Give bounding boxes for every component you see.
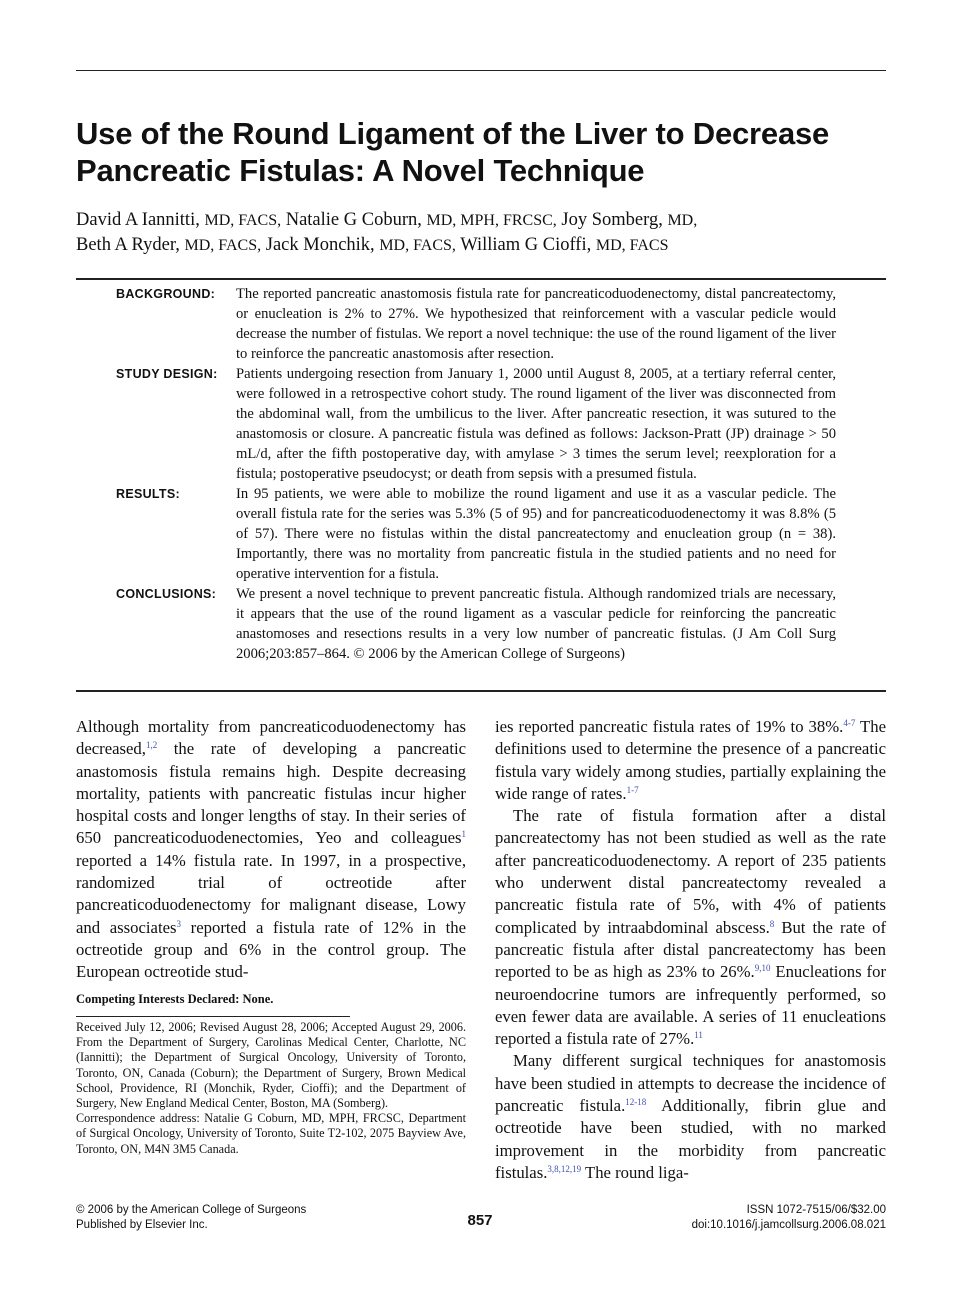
body-text: Although mortality from pancreaticoduodenectomy has decreased, (76, 717, 466, 759)
received-note: Received July 12, 2006; Revised August 28, 2006; Accepted August 29, 2006. From the Department of Surgery, Carolinas Medical Center, Charlotte, NC (Iannitti); the Department of Surgical Oncology, University of Toronto, Toronto, ON, Canada (Coburn); the Department of Surgery, Brown Medical School, Providence, RI (Monchik, Ryder, Cioffi); and the Department of Surgery, New England Medical Center, Boston, MA (Somberg). (76, 1020, 466, 1111)
body-text: ies reported pancreatic fistula rates of 19% to 38%. (495, 717, 844, 736)
footnote-rule (76, 1016, 350, 1017)
author-degrees: MD, (667, 212, 698, 229)
author-degrees: MD, FACS (595, 237, 669, 254)
abstract-section-conclusions (76, 584, 886, 664)
abstract-text: In 95 patients, we were able to mobilize the round ligament and use it as a vascular pedicle. The overall fistula rate for the series was 5.3% (5 of 95) and for pancreaticoduodenectomy it was 8.8% (5 of 57). There were no fistulas within the distal pancreatectomy and enucleation group (n = 38). Importantly, there was no mortality from pancreatic fistula in the studied patients and no need for operative intervention for a fistula. (236, 486, 836, 582)
page-number: 857 (467, 1212, 493, 1229)
abstract-label: STUDY DESIGN: (116, 367, 218, 381)
body-paragraph (495, 805, 886, 1050)
author-degrees: MD, MPH, FRCSC, (426, 212, 557, 229)
author-degrees: MD, FACS, (379, 237, 456, 254)
body-paragraph (495, 1050, 886, 1184)
abstract-section-results (76, 484, 886, 584)
citation-link[interactable]: 8 (769, 918, 775, 929)
body-text: reported a fistula rate of 12% in the octreotide group and 6% in the control group. The European octreotide stud- (76, 917, 466, 982)
citation-link[interactable]: 3 (176, 918, 181, 929)
abstract-text: The reported pancreatic anastomosis fistula rate for pancreaticoduodenectomy, distal pancreatectomy, or enucleation is 2% to 27%. We hypothesized that reinforcement with a vascular pedicle would decrease the number of fistulas. We report a novel technique: the use of the round ligament of the liver to reinforce the pancreatic anastomosis after resection. (236, 286, 836, 362)
author-name: William G Cioffi, (460, 235, 592, 255)
author-name: Natalie G Coburn, (285, 210, 422, 230)
abstract-label: RESULTS: (116, 487, 180, 501)
body-paragraph (76, 716, 466, 984)
body-column-left (76, 716, 466, 984)
competing-interests: Competing Interests Declared: None. (76, 992, 274, 1006)
author-degrees: MD, FACS, (184, 237, 262, 254)
body-text: the rate of developing a pancreatic anastomosis fistula remains high. Despite decreasing mortality, patients with pancreatic fistulas incur higher hospital costs and longer lengths of stay. In their series of 650 pancreaticoduodenectomies, Yeo and colleagues (76, 739, 466, 848)
body-text: Enucleations for neuroendocrine tumors are infrequently performed, so even fewer data are available. A series of 11 enucleations reported a fistula rate of 27%. (495, 962, 886, 1049)
author-name: Beth A Ryder, (76, 235, 180, 255)
author-list (76, 208, 896, 258)
abstract-label: CONCLUSIONS: (116, 587, 217, 601)
citation-link[interactable]: 11 (694, 1030, 703, 1041)
article-title: Use of the Round Ligament of the Liver to Decrease Pancreatic Fistulas: A Novel Technique (76, 116, 830, 188)
doi-link[interactable]: doi:10.1016/j.jamcollsurg.2006.08.021 (691, 1219, 886, 1231)
body-column-right (495, 716, 886, 1184)
citation-link[interactable]: 4-7 (843, 718, 856, 728)
correspondence-note: Correspondence address: Natalie G Coburn, MD, MPH, FRCSC, Department of Surgical Oncology, University of Toronto, Suite T2-102, 2075 Bayview Ave, Toronto, ON, M4N 3M5 Canada. (76, 1111, 466, 1156)
abstract-top-rule (76, 278, 886, 280)
footnotes (76, 1020, 466, 1157)
publisher: Published by Elsevier Inc. (76, 1219, 208, 1231)
citation-link[interactable]: 9,10 (754, 963, 771, 974)
citation-link[interactable]: 12-18 (625, 1097, 647, 1108)
abstract-section-background (76, 284, 886, 364)
body-text: The rate of fistula formation after a distal pancreatectomy has not been studied as well as the rate after pancreaticoduodenectomy. A report of 235 patients who underwent distal pancreatectomy revealed a pancreatic fistula rate of 5%, with 4% of patients complicated by intraabdominal abscess. (495, 806, 886, 937)
body-text: But the rate of pancreatic fistula after distal pancreatectomy has been reported to be as high as 23% to 26%. (495, 917, 887, 982)
copyright: © 2006 by the American College of Surgeons (76, 1204, 307, 1216)
citation-link[interactable]: 3,8,12,19 (547, 1163, 582, 1174)
body-text: The definitions used to determine the presence of a pancreatic fistula vary widely among studies, partially explaining the wide range of rates. (495, 717, 886, 803)
abstract-text: We present a novel technique to prevent pancreatic fistula. Although randomized trials are necessary, it appears that the use of the round ligament as a vascular pedicle for reinforcing the pancreatic anastomoses and resections results in a very low number of pancreatic fistulas. (J Am Coll Surg 2006;203:857–864. © 2006 by the American College of Surgeons) (236, 586, 836, 662)
body-text: reported a 14% fistula rate. In 1997, in a prospective, randomized trial of octreotide after pancreaticoduodenectomy for malignant disease, Lowy and associates (76, 850, 466, 937)
body-text: Additionally, fibrin glue and octreotide have been studied, with no marked improvement in the morbidity from pancreatic fistulas. (495, 1096, 886, 1182)
body-paragraph (495, 716, 886, 805)
author-name: Joy Somberg, (561, 210, 663, 230)
abstract-section-study-design (76, 364, 886, 484)
abstract-text: Patients undergoing resection from January 1, 2000 until August 8, 2005, at a tertiary referral center, were followed in a retrospective cohort study. The round ligament of the liver was disconnected from the abdominal wall, from the umbilicus to the liver. After pancreatic resection, it was sutured to the anastomosis or closure. A pancreatic fistula was defined as follows: Jackson-Pratt (JP) drainage > 50 mL/d, after the fifth postoperative day, with amylase > 3 times the serum level; reexploration for a fistula; postoperative pseudocyst; or death from sepsis with a presumed fistula. (236, 366, 836, 482)
citation-link[interactable]: 1 (461, 829, 466, 840)
author-degrees: MD, FACS, (204, 212, 282, 229)
body-text: Many different surgical techniques for anastomosis have been studied in attempts to decrease the incidence of pancreatic fistula. (495, 1051, 886, 1116)
author-name: David A Iannitti, (76, 210, 200, 230)
body-text: The round liga- (581, 1162, 689, 1182)
author-name: Jack Monchik, (265, 235, 375, 255)
abstract (76, 284, 886, 664)
abstract-label: BACKGROUND: (116, 287, 216, 301)
citation-link[interactable]: 1-7 (626, 784, 639, 795)
footer-right (692, 1203, 886, 1233)
issn: ISSN 1072-7515/06/$32.00 (746, 1204, 886, 1216)
citation-link[interactable]: 1,2 (145, 740, 158, 751)
top-rule (76, 70, 886, 71)
abstract-bottom-rule (76, 690, 886, 692)
